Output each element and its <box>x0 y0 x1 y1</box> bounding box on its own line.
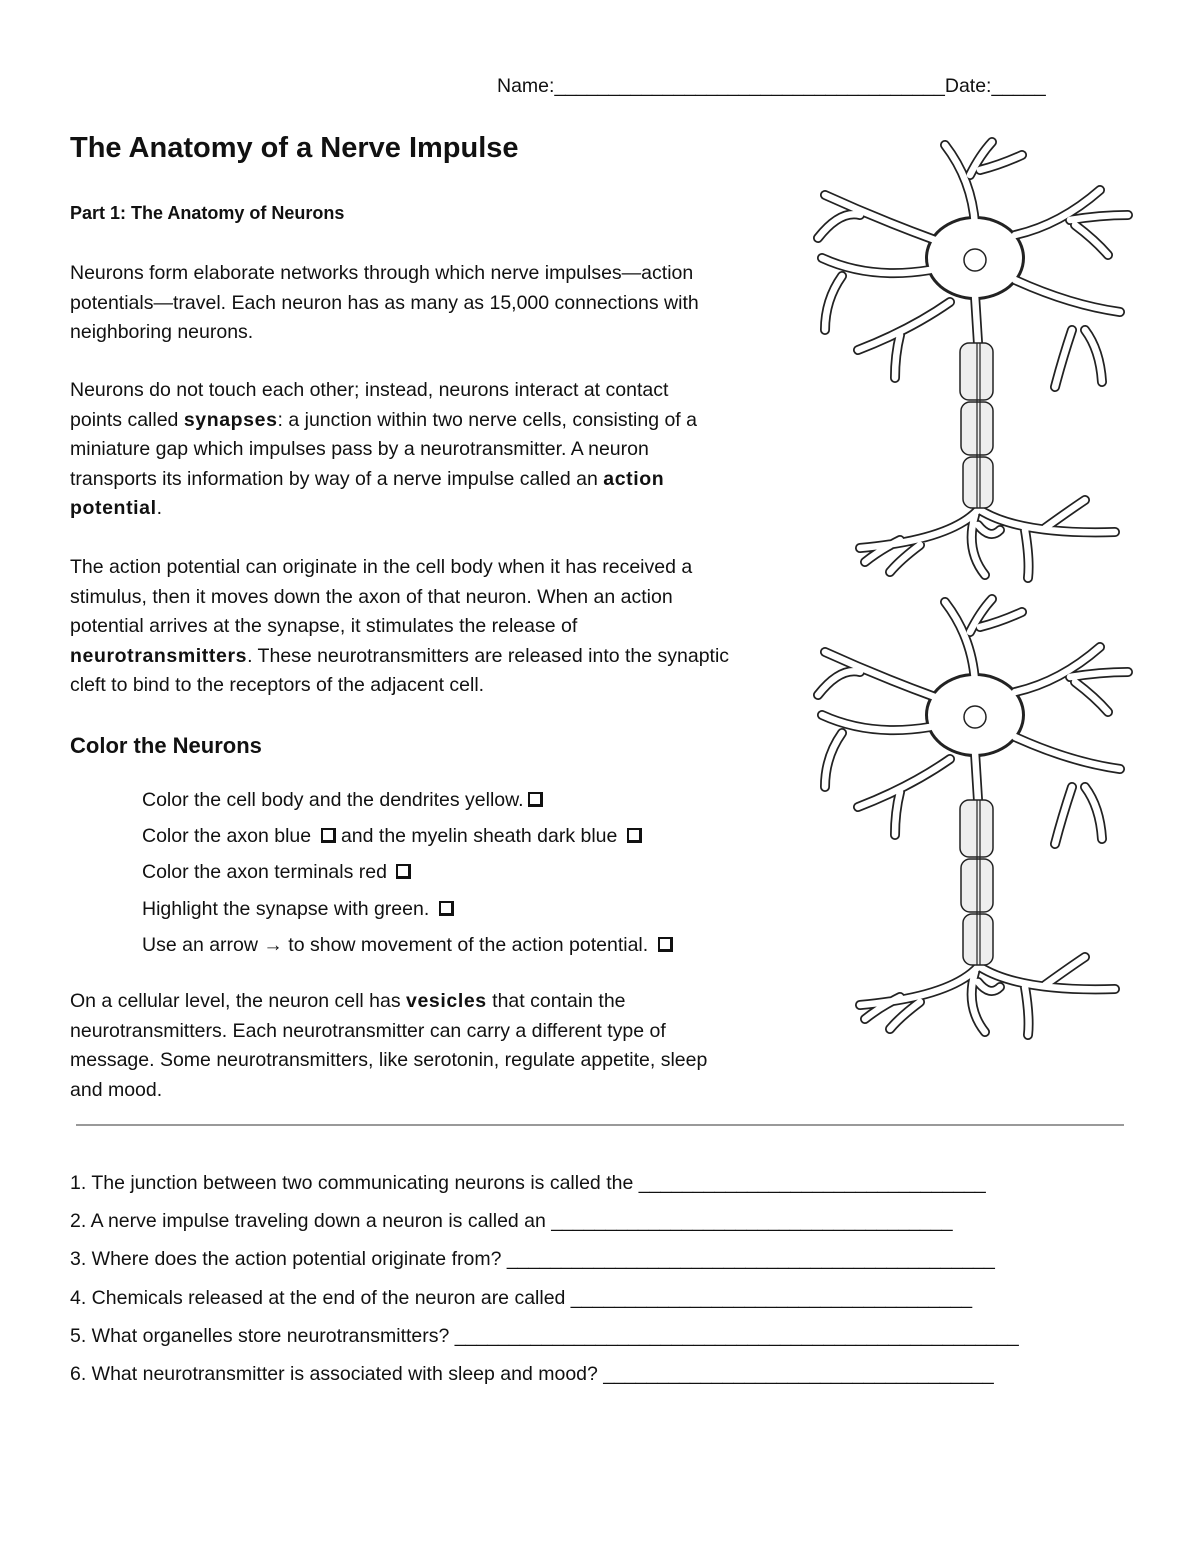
text-segment: Neurons form elaborate networks through which nerve impulses—action <box>70 262 694 284</box>
text-line <box>70 1076 707 1106</box>
text-segment: . These neurotransmitters are released into the synaptic <box>247 644 730 667</box>
text-line <box>70 583 729 613</box>
text-segment: stimulus, then it moves down the axon of that neuron. When an action <box>70 585 673 608</box>
paragraph-action-potential <box>70 553 729 701</box>
question-item[interactable]: 2. A nerve impulse traveling down a neuron is called an _____________________________________ <box>70 1210 953 1233</box>
checkbox[interactable] <box>528 792 543 807</box>
paragraph-vesicles <box>70 987 707 1105</box>
neuron-illustration <box>800 130 1180 600</box>
checklist-item <box>142 927 673 963</box>
paragraph-neurons <box>70 259 699 348</box>
checklist-text: Color the axon blue <box>142 825 317 848</box>
checklist-item <box>142 854 673 890</box>
text-line <box>70 494 697 524</box>
text-line <box>70 259 699 289</box>
text-line <box>70 435 697 465</box>
text-line <box>70 289 699 319</box>
bold-term: vesicles <box>406 990 487 1012</box>
checkbox[interactable] <box>627 828 642 843</box>
checklist-text: Highlight the synapse with green. <box>142 897 435 920</box>
text-segment: that contain the <box>486 990 626 1012</box>
bold-term: neurotransmitters <box>70 644 248 667</box>
text-segment: : a junction within two nerve cells, consisting of a <box>277 408 697 431</box>
page-title: The Anatomy of a Nerve Impulse <box>70 132 519 164</box>
date-label: Date: <box>944 75 992 97</box>
checkbox[interactable] <box>321 828 336 843</box>
part-heading: Part 1: The Anatomy of Neurons <box>70 203 345 223</box>
question-item[interactable]: 3. Where does the action potential originate from? _____________________________________________ <box>70 1248 995 1271</box>
color-checklist <box>142 782 673 963</box>
checklist-item <box>142 818 673 854</box>
question-item[interactable]: 6. What neurotransmitter is associated with sleep and mood? ____________________________________ <box>70 1363 994 1386</box>
text-segment: points called <box>70 408 184 431</box>
checkbox[interactable] <box>439 901 454 916</box>
checklist-item <box>142 782 673 818</box>
neuron-illustration <box>800 587 1180 1057</box>
text-segment: cleft to bind to the receptors of the adjacent cell. <box>70 674 485 696</box>
text-segment: neurotransmitters. Each neurotransmitter can carry a different type of <box>70 1019 666 1042</box>
text-line <box>70 671 729 701</box>
text-segment: The action potential can originate in the cell body when it has received a <box>70 556 693 578</box>
text-segment: . <box>156 497 163 519</box>
text-segment: and mood. <box>70 1078 163 1101</box>
text-line <box>70 1046 707 1076</box>
bold-term: action <box>603 467 665 490</box>
question-item[interactable]: 1. The junction between two communicating neurons is called the ________________________________ <box>70 1172 986 1194</box>
text-segment: neighboring neurons. <box>70 321 254 343</box>
bold-term: synapses <box>183 408 278 431</box>
question-item[interactable]: 4. Chemicals released at the end of the neuron are called _____________________________________ <box>70 1286 973 1309</box>
divider <box>76 1124 1124 1126</box>
text-line <box>70 376 697 406</box>
checkbox[interactable] <box>658 937 673 952</box>
text-line <box>70 553 729 583</box>
date-blank[interactable]: _____ <box>991 75 1046 97</box>
text-segment: potentials—travel. Each neuron has as many as 15,000 connections with <box>70 291 699 314</box>
text-segment: message. Some neurotransmitters, like serotonin, regulate appetite, sleep <box>70 1049 708 1071</box>
checklist-item <box>142 891 673 927</box>
name-date-line <box>497 72 1046 102</box>
checklist-text: Color the axon terminals red <box>142 861 393 884</box>
text-segment: potential arrives at the synapse, it stimulates the release of <box>70 615 578 637</box>
text-segment: On a cellular level, the neuron cell has <box>70 990 407 1012</box>
text-line <box>70 406 697 436</box>
checkbox[interactable] <box>396 864 411 879</box>
text-line <box>70 987 707 1017</box>
color-heading: Color the Neurons <box>70 733 262 758</box>
text-segment: transports its information by way of a nerve impulse called an <box>70 467 604 490</box>
paragraph-synapses <box>70 376 697 524</box>
bold-term: potential <box>70 497 157 519</box>
question-item[interactable]: 5. What organelles store neurotransmitters? ____________________________________________________ <box>70 1324 1019 1347</box>
checklist-text: Color the cell body and the dendrites yellow. <box>142 789 524 811</box>
text-line <box>70 612 729 642</box>
text-line <box>70 318 699 348</box>
checklist-text: Use an arrow → to show movement of the action potential. <box>142 933 654 956</box>
text-segment: miniature gap which impulses pass by a neurotransmitter. A neuron <box>70 438 649 460</box>
text-line <box>70 465 697 495</box>
name-blank[interactable]: ____________________________________ <box>554 75 945 97</box>
text-segment: Neurons do not touch each other; instead, neurons interact at contact <box>70 379 669 401</box>
question-list <box>70 1164 1019 1393</box>
text-line <box>70 1017 707 1047</box>
name-label: Name: <box>497 75 555 97</box>
checklist-text: and the myelin sheath dark blue <box>335 825 623 848</box>
text-line <box>70 642 729 672</box>
